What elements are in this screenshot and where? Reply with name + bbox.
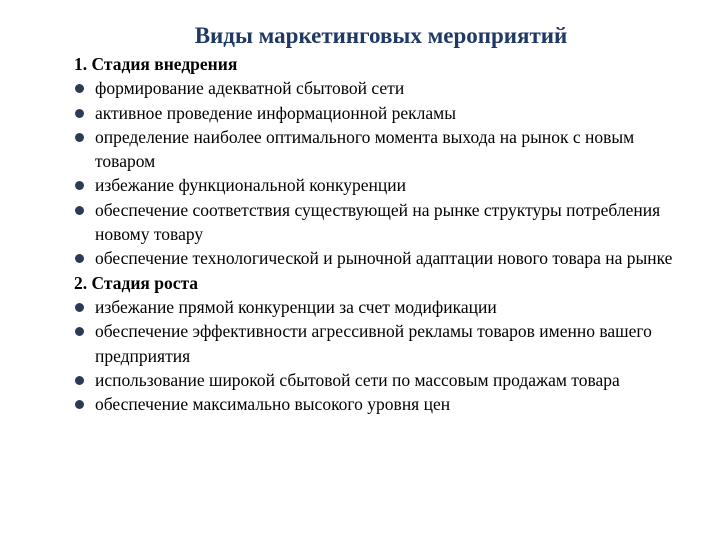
slide-content [74,52,694,416]
bullet-icon [75,84,84,93]
list-item-text: избежание функциональной конкуренции [95,175,407,196]
bullet-icon [75,303,84,312]
list-item [74,392,694,416]
bullet-icon [75,254,84,263]
list-item-text: определение наиболее оптимального момента выхода на рынок с новым товаром [95,126,635,172]
list-item [74,246,694,270]
bullet-icon [75,327,84,336]
stage-heading-introduction: 1. Стадия внедрения [74,54,238,74]
bullet-icon [75,376,84,385]
stage-heading-growth: 2. Стадия роста [74,272,199,293]
list-item [74,198,694,247]
list-item-text: формирование адекватной сбытовой сети [95,78,405,99]
bullet-icon [75,133,84,142]
list-item-text: активное проведение информационной рекламы [95,102,456,123]
list-item-text: обеспечение максимально высокого уровня цен [95,394,451,415]
list-item-text: обеспечение технологической и рыночной адаптации нового товара на рынке [95,248,673,269]
list-item-text: обеспечение соответствия существующей на рынке структуры потребления новому товару [95,199,661,245]
list-item [74,101,694,125]
list-item [74,173,694,197]
bullet-icon [75,109,84,118]
bullet-icon [75,206,84,215]
list-item-text: обеспечение эффективности агрессивной рекламы товаров именно вашего предприятия [95,321,652,366]
list-item-text: избежание прямой конкуренции за счет модификации [95,296,497,317]
slide-title: Виды маркетинговых мероприятий [194,23,568,48]
list-item [74,319,694,368]
list-item [74,125,694,174]
list-item [74,76,694,100]
list-item [74,295,694,319]
bullet-icon [75,181,84,190]
list-item-text: использование широкой сбытовой сети по массовым продажам товара [95,369,620,390]
list-item [74,368,694,392]
bullet-icon [75,400,84,409]
